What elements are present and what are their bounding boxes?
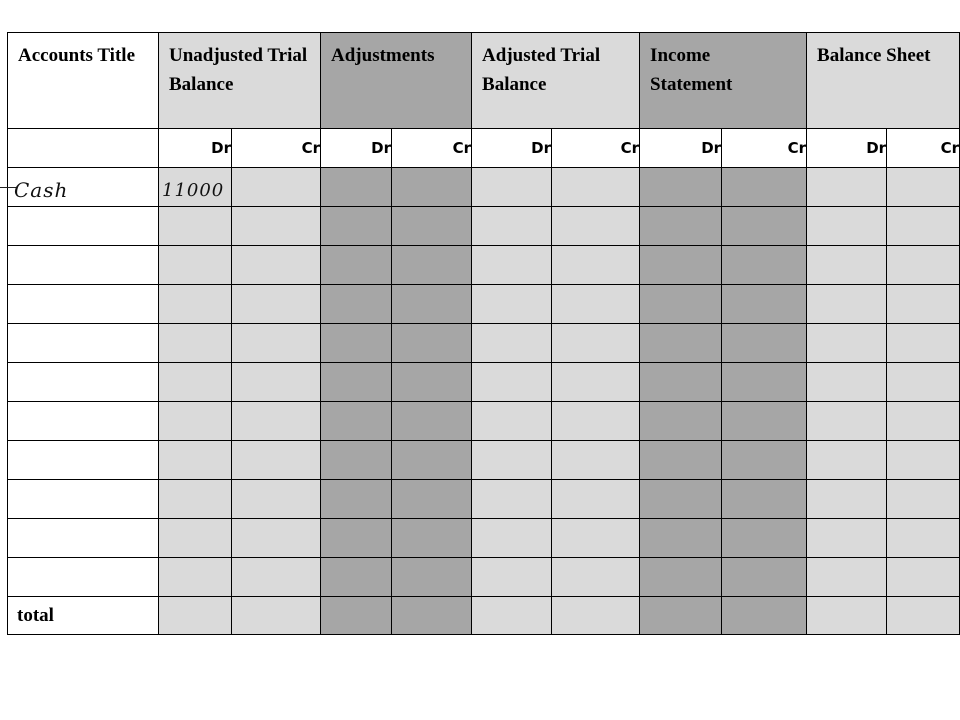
amount-cell[interactable] (321, 246, 392, 285)
amount-cell[interactable] (807, 558, 887, 597)
amount-cell[interactable] (321, 168, 392, 207)
table-row (8, 519, 960, 558)
amount-cell[interactable] (807, 363, 887, 402)
total-cell[interactable] (807, 597, 887, 635)
amount-cell[interactable] (552, 324, 640, 363)
total-cell[interactable] (640, 597, 722, 635)
amount-cell[interactable] (640, 168, 722, 207)
account-title-cell[interactable] (8, 480, 159, 519)
total-cell[interactable] (321, 597, 392, 635)
table-row (8, 207, 960, 246)
header-balance-sheet: Balance Sheet (807, 33, 960, 129)
amount-cell[interactable] (887, 246, 960, 285)
amount-cell[interactable] (232, 363, 321, 402)
amount-cell[interactable] (159, 324, 232, 363)
cr-label: Cr (232, 129, 321, 168)
amount-cell[interactable] (472, 246, 552, 285)
amount-cell[interactable] (159, 441, 232, 480)
amount-cell[interactable] (392, 207, 472, 246)
amount-cell[interactable] (392, 402, 472, 441)
amount-cell[interactable] (321, 324, 392, 363)
amount-cell[interactable] (887, 363, 960, 402)
amount-cell[interactable] (321, 558, 392, 597)
account-title-cell[interactable] (8, 324, 159, 363)
account-title-cell[interactable] (8, 441, 159, 480)
amount-cell[interactable] (392, 363, 472, 402)
amount-cell[interactable] (552, 168, 640, 207)
dr-cr-row (8, 129, 960, 168)
total-cell[interactable] (232, 597, 321, 635)
amount-cell[interactable] (640, 480, 722, 519)
total-cell[interactable] (159, 597, 232, 635)
amount-cell[interactable] (472, 207, 552, 246)
amount-cell[interactable] (640, 285, 722, 324)
amount-cell[interactable] (392, 519, 472, 558)
amount-cell[interactable] (232, 402, 321, 441)
amount-cell[interactable] (722, 363, 807, 402)
table-row (8, 558, 960, 597)
amount-cell[interactable] (807, 519, 887, 558)
amount-cell[interactable] (807, 441, 887, 480)
cr-label: Cr (552, 129, 640, 168)
amount-cell[interactable] (232, 558, 321, 597)
amount-cell[interactable] (321, 480, 392, 519)
cr-label: Cr (392, 129, 472, 168)
account-title-cell[interactable] (8, 519, 159, 558)
header-unadjusted-trial-balance: Unadjusted Trial Balance (159, 33, 321, 129)
total-cell[interactable] (722, 597, 807, 635)
amount-cell[interactable] (887, 558, 960, 597)
amount-cell[interactable] (159, 558, 232, 597)
amount-cell[interactable] (159, 519, 232, 558)
amount-cell[interactable] (722, 168, 807, 207)
amount-cell[interactable] (392, 285, 472, 324)
amount-cell[interactable] (807, 168, 887, 207)
table-row (8, 441, 960, 480)
amount-cell[interactable] (807, 246, 887, 285)
amount-cell[interactable] (552, 207, 640, 246)
worksheet-table (7, 32, 960, 635)
account-title-cell[interactable] (8, 285, 159, 324)
dr-label: Dr (472, 129, 552, 168)
amount-cell[interactable] (321, 363, 392, 402)
amount-cell[interactable] (321, 402, 392, 441)
amount-cell[interactable] (321, 207, 392, 246)
total-row (8, 597, 960, 635)
header-income-statement: Income Statement (640, 33, 807, 129)
amount-cell[interactable] (472, 324, 552, 363)
account-title-cell[interactable] (8, 246, 159, 285)
amount-cell[interactable] (159, 480, 232, 519)
amount-cell[interactable] (232, 519, 321, 558)
handwritten-account-cash: Cash (14, 178, 69, 202)
amount-cell[interactable] (159, 363, 232, 402)
amount-cell[interactable] (232, 441, 321, 480)
amount-cell[interactable] (807, 207, 887, 246)
amount-cell[interactable] (552, 363, 640, 402)
amount-cell[interactable] (472, 402, 552, 441)
amount-cell[interactable] (722, 480, 807, 519)
amount-cell[interactable] (552, 480, 640, 519)
amount-cell[interactable] (887, 168, 960, 207)
table-row (8, 285, 960, 324)
amount-cell[interactable] (722, 558, 807, 597)
amount-cell[interactable] (552, 246, 640, 285)
amount-cell[interactable] (887, 207, 960, 246)
header-adjustments: Adjustments (321, 33, 472, 129)
table-row (8, 363, 960, 402)
amount-cell[interactable] (807, 285, 887, 324)
amount-cell[interactable] (472, 285, 552, 324)
dr-label: Dr (159, 129, 232, 168)
amount-cell[interactable] (392, 324, 472, 363)
table-row (8, 324, 960, 363)
amount-cell[interactable] (887, 441, 960, 480)
amount-cell[interactable] (232, 168, 321, 207)
amount-cell[interactable] (640, 363, 722, 402)
account-title-cell[interactable] (8, 402, 159, 441)
amount-cell[interactable] (887, 324, 960, 363)
dr-label: Dr (807, 129, 887, 168)
amount-cell[interactable] (392, 441, 472, 480)
total-cell[interactable] (392, 597, 472, 635)
amount-cell[interactable] (392, 246, 472, 285)
amount-cell[interactable] (159, 246, 232, 285)
cr-label: Cr (887, 129, 960, 168)
amount-cell[interactable] (472, 441, 552, 480)
amount-cell[interactable] (640, 558, 722, 597)
amount-cell[interactable] (722, 519, 807, 558)
amount-cell[interactable] (552, 285, 640, 324)
amount-cell[interactable] (472, 363, 552, 402)
amount-cell[interactable] (640, 441, 722, 480)
header-accounts-title: Accounts Title (8, 33, 159, 129)
header-adjusted-trial-balance: Adjusted Trial Balance (472, 33, 640, 129)
amount-cell[interactable] (552, 558, 640, 597)
dr-cr-blank-cell (8, 129, 159, 168)
amount-cell[interactable] (722, 285, 807, 324)
dr-label: Dr (321, 129, 392, 168)
amount-cell[interactable] (640, 207, 722, 246)
account-title-cell[interactable] (8, 558, 159, 597)
table-row (8, 168, 960, 207)
amount-cell[interactable] (887, 519, 960, 558)
amount-cell[interactable] (640, 519, 722, 558)
account-title-cell[interactable] (8, 363, 159, 402)
amount-cell[interactable] (807, 402, 887, 441)
amount-cell[interactable] (640, 246, 722, 285)
amount-cell[interactable] (807, 324, 887, 363)
amount-cell[interactable] (321, 441, 392, 480)
amount-cell[interactable] (472, 558, 552, 597)
amount-cell[interactable] (640, 402, 722, 441)
amount-cell[interactable] (321, 285, 392, 324)
account-title-cell[interactable] (8, 207, 159, 246)
table-row (8, 402, 960, 441)
amount-cell[interactable] (232, 207, 321, 246)
amount-cell[interactable] (159, 207, 232, 246)
amount-cell[interactable] (159, 285, 232, 324)
total-cell[interactable] (552, 597, 640, 635)
amount-cell[interactable] (722, 207, 807, 246)
amount-cell[interactable] (392, 480, 472, 519)
amount-cell[interactable] (232, 246, 321, 285)
amount-cell[interactable] (722, 441, 807, 480)
amount-cell[interactable] (321, 519, 392, 558)
amount-cell[interactable] (232, 285, 321, 324)
handwritten-amount-11000: 11000 (162, 180, 225, 201)
amount-cell[interactable] (887, 402, 960, 441)
amount-cell[interactable] (472, 480, 552, 519)
amount-cell[interactable] (232, 324, 321, 363)
amount-cell[interactable] (807, 480, 887, 519)
amount-cell[interactable] (887, 285, 960, 324)
amount-cell[interactable] (472, 168, 552, 207)
total-label: total (8, 597, 159, 635)
amount-cell[interactable] (722, 324, 807, 363)
amount-cell[interactable] (640, 324, 722, 363)
amount-cell[interactable] (552, 402, 640, 441)
cr-label: Cr (722, 129, 807, 168)
header-row (8, 33, 960, 129)
dr-label: Dr (640, 129, 722, 168)
amount-cell[interactable] (159, 402, 232, 441)
total-cell[interactable] (472, 597, 552, 635)
amount-cell[interactable] (552, 519, 640, 558)
amount-cell[interactable] (392, 168, 472, 207)
amount-cell[interactable] (232, 480, 321, 519)
amount-cell[interactable] (472, 519, 552, 558)
table-row (8, 480, 960, 519)
amount-cell[interactable] (887, 480, 960, 519)
total-cell[interactable] (887, 597, 960, 635)
amount-cell[interactable] (722, 246, 807, 285)
amount-cell[interactable] (392, 558, 472, 597)
amount-cell[interactable] (552, 441, 640, 480)
table-row (8, 246, 960, 285)
amount-cell[interactable] (722, 402, 807, 441)
